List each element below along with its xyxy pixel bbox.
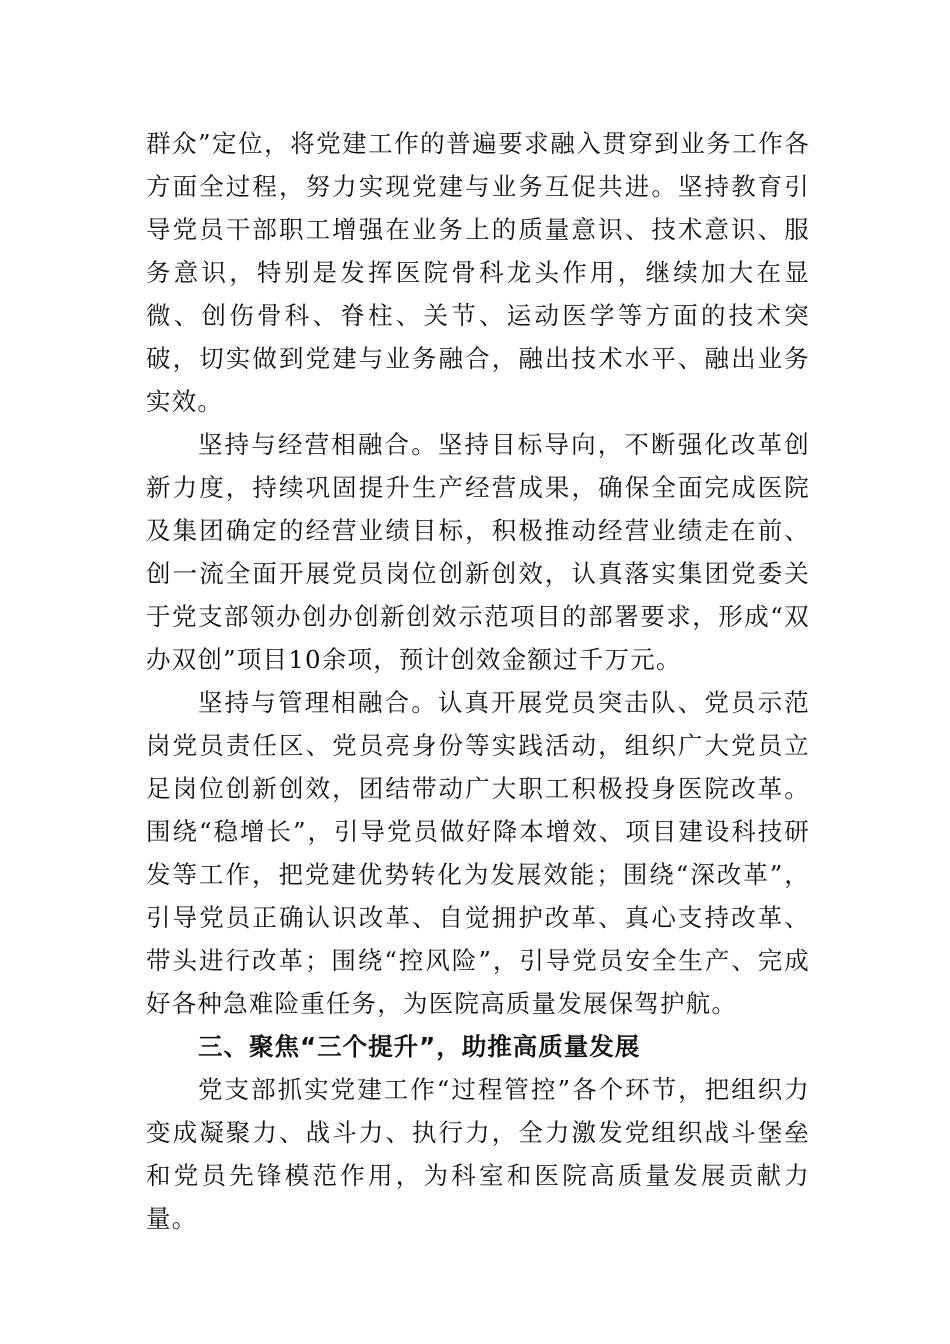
paragraph-party-business-integration: 群众”定位，将党建工作的普遍要求融入贯穿到业务工作各方面全过程，努力实现党建与业务互促共进。坚持教育引导党员干部职工增强在业务上的质量意识、技术意识、服务意识，特别是发挥医院骨科龙头作用，继续加大在显微、创伤骨科、脊柱、关节、运动医学等方面的技术突破，切实做到党建与业务融合，融出技术水平、融出业务实效。 xyxy=(146,129,810,416)
paragraph-closing: 党支部抓实党建工作“过程管控”各个环节，把组织力变成凝聚力、战斗力、执行力，全力激发党组织战斗堡垒和党员先锋模范作用，为科室和医院高质量发展贡献力量。 xyxy=(146,1075,810,1233)
section-heading: 三、聚焦“三个提升”，助推高质量发展 xyxy=(198,1032,641,1061)
document-body xyxy=(146,122,810,1240)
paragraph-operations-integration: 坚持与经营相融合。坚持目标导向，不断强化改革创新力度，持续巩固提升生产经营成果，确保全面完成医院及集团确定的经营业绩目标，积极推动经营业绩走在前、创一流全面开展党员岗位创新创效，认真落实集团党委关于党支部领办创办创新创效示范项目的部署要求，形成“双办双创”项目10余项，预计创效金额过千万元。 xyxy=(146,430,810,674)
paragraph-management-integration: 坚持与管理相融合。认真开展党员突击队、党员示范岗党员责任区、党员亮身份等实践活动，组织广大党员立足岗位创新创效，团结带动广大职工积极投身医院改革。围绕“稳增长”，引导党员做好降本增效、项目建设科技研发等工作，把党建优势转化为发展效能；围绕“深改革”，引导党员正确认识改革、自觉拥护改革、真心支持改革、带头进行改革；围绕“控风险”，引导党员安全生产、完成好各种急难险重任务，为医院高质量发展保驾护航。 xyxy=(146,688,810,1018)
